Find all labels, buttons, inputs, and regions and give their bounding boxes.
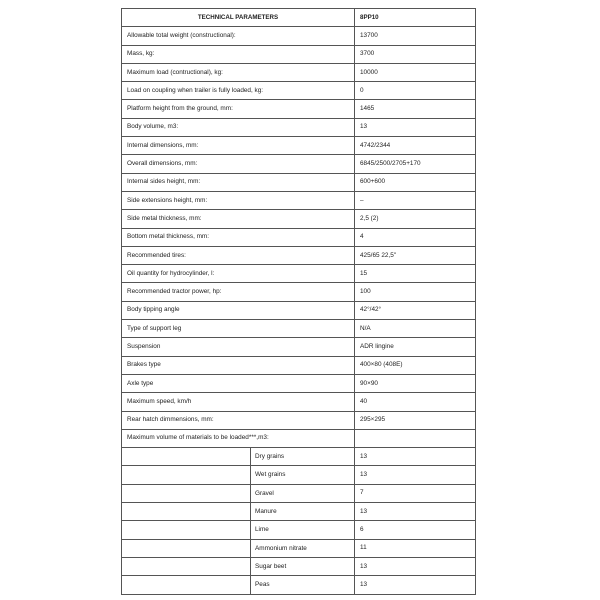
technical-parameters-table [121,8,476,595]
parameter-value: 4 [355,228,476,246]
parameter-label: Recommended tires: [122,246,355,264]
material-value: 13 [355,466,476,484]
table-row [122,191,476,209]
material-label-cell [122,448,355,466]
material-label-cell [122,539,355,557]
parameter-value: 42°/42° [355,301,476,319]
parameter-value: 425/65 22,5" [355,246,476,264]
header-parameters: TECHNICAL PARAMETERS [122,9,355,27]
table-row [122,374,476,392]
table-row [122,429,476,447]
material-label-cell [122,466,355,484]
table-row [122,137,476,155]
material-value: 7 [355,484,476,502]
material-label-cell [122,557,355,575]
parameter-value [355,429,476,447]
table-row [122,393,476,411]
parameter-value: 600+600 [355,173,476,191]
parameter-label: Type of support leg [122,320,355,338]
material-label: Ammonium nitrate [255,544,307,552]
parameter-label: Side extensions height, mm: [122,191,355,209]
header-model: 8PP10 [355,9,476,27]
material-label: Sugar beet [255,562,287,570]
parameter-value: 6845/2500/2705+170 [355,155,476,173]
material-indent [122,448,251,465]
material-label-cell [122,503,355,521]
table-header-row [122,9,476,27]
material-value: 6 [355,521,476,539]
table-row [122,210,476,228]
parameter-label: Platform height from the ground, mm: [122,100,355,118]
parameter-value: 15 [355,265,476,283]
table-row [122,246,476,264]
parameter-label: Load on coupling when trailer is fully loaded, kg: [122,82,355,100]
material-row [122,484,476,502]
parameter-label: Brakes type [122,356,355,374]
parameter-value: N/A [355,320,476,338]
table-row [122,118,476,136]
table-row [122,27,476,45]
material-label: Lime [255,526,269,534]
material-row [122,539,476,557]
table-row [122,228,476,246]
material-label: Dry grains [255,453,285,461]
table-row [122,155,476,173]
table-row [122,283,476,301]
table-row [122,100,476,118]
material-row [122,503,476,521]
material-label: Peas [255,581,270,589]
material-indent [122,576,251,593]
parameter-label: Maximum load (contructional), kg: [122,63,355,81]
material-indent [122,485,251,502]
table-row [122,320,476,338]
parameter-value: 13 [355,118,476,136]
parameter-label: Body tipping angle [122,301,355,319]
material-indent [122,466,251,483]
table-row [122,356,476,374]
material-value: 11 [355,539,476,557]
parameter-value: 40 [355,393,476,411]
material-indent [122,540,251,557]
table-row [122,82,476,100]
material-value: 13 [355,448,476,466]
table-row [122,265,476,283]
material-row [122,448,476,466]
parameter-value: 100 [355,283,476,301]
material-label: Wet grains [255,471,286,479]
parameter-label: Recommended tractor power, hp: [122,283,355,301]
parameter-label: Maximum speed, km/h [122,393,355,411]
parameter-value: 1465 [355,100,476,118]
material-label-cell [122,484,355,502]
materials-body [122,448,476,594]
parameter-value: 2,5 (2) [355,210,476,228]
parameter-value: 90×90 [355,374,476,392]
parameter-value: 4742/2344 [355,137,476,155]
material-value: 13 [355,557,476,575]
material-value: 13 [355,576,476,594]
material-row [122,466,476,484]
parameter-label: Body volume, m3: [122,118,355,136]
parameter-label: Internal dimensions, mm: [122,137,355,155]
parameter-value: 10000 [355,63,476,81]
parameter-value: 13700 [355,27,476,45]
parameter-label: Overall dimensions, mm: [122,155,355,173]
table-row [122,338,476,356]
material-row [122,576,476,594]
table-body [122,27,476,448]
table-row [122,63,476,81]
table-row [122,411,476,429]
material-value: 13 [355,503,476,521]
material-label: Manure [255,508,277,516]
material-indent [122,521,251,538]
material-label: Gravel [255,489,274,497]
material-indent [122,503,251,520]
parameter-label: Side metal thickness, mm: [122,210,355,228]
parameter-value: 295×295 [355,411,476,429]
parameter-value: 3700 [355,45,476,63]
material-label-cell [122,576,355,594]
material-label-cell [122,521,355,539]
spec-sheet [121,8,475,595]
parameter-label: Allowable total weight (constructional): [122,27,355,45]
table-row [122,173,476,191]
parameter-label: Axle type [122,374,355,392]
parameter-value: 400×80 (408E) [355,356,476,374]
parameter-value: – [355,191,476,209]
material-row [122,521,476,539]
parameter-label: Bottom metal thickness, mm: [122,228,355,246]
material-indent [122,558,251,575]
parameter-value: 0 [355,82,476,100]
material-row [122,557,476,575]
parameter-label: Mass, kg: [122,45,355,63]
table-row [122,45,476,63]
parameter-label: Internal sides height, mm: [122,173,355,191]
parameter-label: Suspension [122,338,355,356]
table-row [122,301,476,319]
parameter-label: Rear hatch dimmensions, mm: [122,411,355,429]
parameter-label: Oil quantity for hydrocylinder, l: [122,265,355,283]
parameter-label: Maximum volume of materials to be loaded***,m3: [122,429,355,447]
parameter-value: ADR lingine [355,338,476,356]
